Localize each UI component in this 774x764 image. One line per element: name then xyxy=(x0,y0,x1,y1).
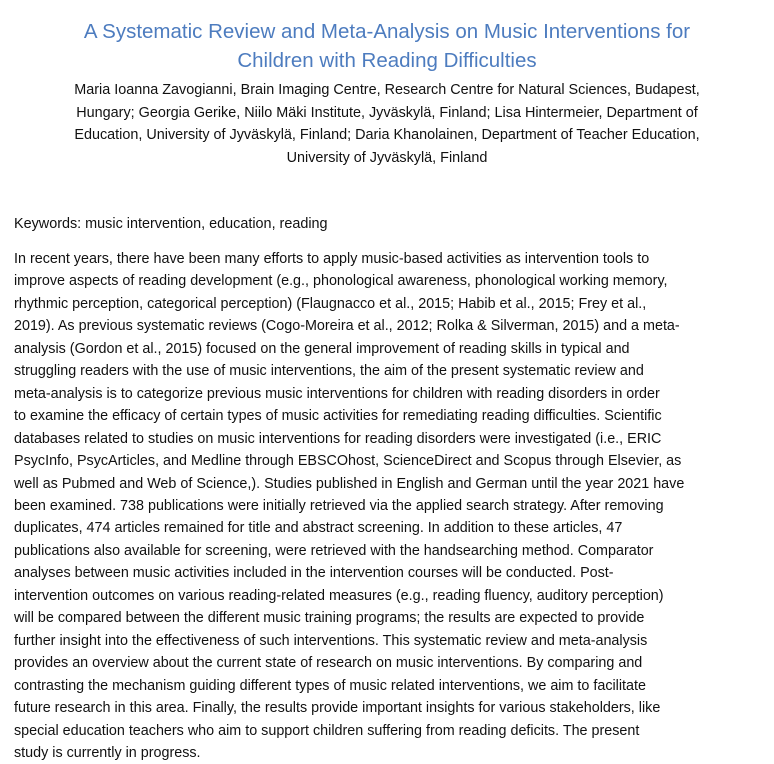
abstract-line: databases related to studies on music interventions for reading disorders were investigated (i.e., ERIC xyxy=(14,430,662,447)
title-line: Children with Reading Difficulties xyxy=(237,49,537,72)
abstract-line: special education teachers who aim to support children suffering from reading deficits. The present xyxy=(14,722,640,739)
abstract-body xyxy=(14,248,762,764)
abstract-line: publications also available for screening, were retrieved with the handsearching method. Comparator xyxy=(14,542,654,559)
abstract-line: intervention outcomes on various reading-related measures (e.g., reading fluency, auditory perception) xyxy=(14,587,664,604)
abstract-line: well as Pubmed and Web of Science,). Studies published in English and German until the year 2021 have xyxy=(14,475,685,492)
abstract-line: improve aspects of reading development (e.g., phonological awareness, phonological working memory, xyxy=(14,273,668,290)
abstract-line: provides an overview about the current state of research on music interventions. By comparing and xyxy=(14,655,643,672)
abstract-line: will be compared between the different music training programs; the results are expected to provide xyxy=(14,610,645,627)
abstract-line: meta-analysis is to categorize previous music interventions for children with reading disorders in order xyxy=(14,385,660,402)
author-line: Hungary; Georgia Gerike, Niilo Mäki Institute, Jyväskylä, Finland; Lisa Hintermeier, Department of xyxy=(76,104,698,121)
abstract-line: study is currently in progress. xyxy=(14,744,201,761)
abstract-line: future research in this area. Finally, the results provide important insights for various stakeholders, like xyxy=(14,700,661,717)
abstract-line: struggling readers with the use of music interventions, the aim of the present systematic review and xyxy=(14,363,644,380)
abstract-line: rhythmic perception, categorical perception) (Flaugnacco et al., 2015; Habib et al., 2015; Frey et al., xyxy=(14,295,647,312)
abstract-line: further insight into the effectiveness of such interventions. This systematic review and meta-analysis xyxy=(14,632,648,649)
abstract-line: to examine the efficacy of certain types of music activities for remediating reading difficulties. Scientific xyxy=(14,408,662,425)
abstract-line: been examined. 738 publications were initially retrieved via the applied search strategy. After removing xyxy=(14,497,664,514)
keywords-line: Keywords: music intervention, education, reading xyxy=(14,216,328,232)
author-line: Education, University of Jyväskylä, Finland; Daria Khanolainen, Department of Teacher Education, xyxy=(74,127,700,143)
abstract-line: contrasting the mechanism guiding different types of music related interventions, we aim to facilitate xyxy=(14,677,646,694)
paper-title xyxy=(0,17,774,75)
author-affiliations xyxy=(8,79,766,169)
abstract-line: analysis (Gordon et al., 2015) focused on the general improvement of reading skills in typical and xyxy=(14,340,630,357)
title-line: A Systematic Review and Meta-Analysis on Music Interventions for xyxy=(83,20,691,43)
author-line: University of Jyväskylä, Finland xyxy=(286,149,488,166)
abstract-line: In recent years, there have been many efforts to apply music-based activities as intervention tools to xyxy=(14,251,650,267)
abstract-line: duplicates, 474 articles remained for title and abstract screening. In addition to these articles, 47 xyxy=(14,520,623,537)
abstract-line: analyses between music activities included in the intervention courses will be conducted. Post- xyxy=(14,565,614,582)
abstract-line: PsycInfo, PsycArticles, and Medline through EBSCOhost, ScienceDirect and Scopus through Elsevier, as xyxy=(14,453,682,470)
abstract-line: 2019). As previous systematic reviews (Cogo-Moreira et al., 2012; Rolka & Silverman, 2015) and a meta- xyxy=(14,318,680,335)
author-line: Maria Ioanna Zavogianni, Brain Imaging Centre, Research Centre for Natural Sciences, Budapest, xyxy=(74,82,700,98)
